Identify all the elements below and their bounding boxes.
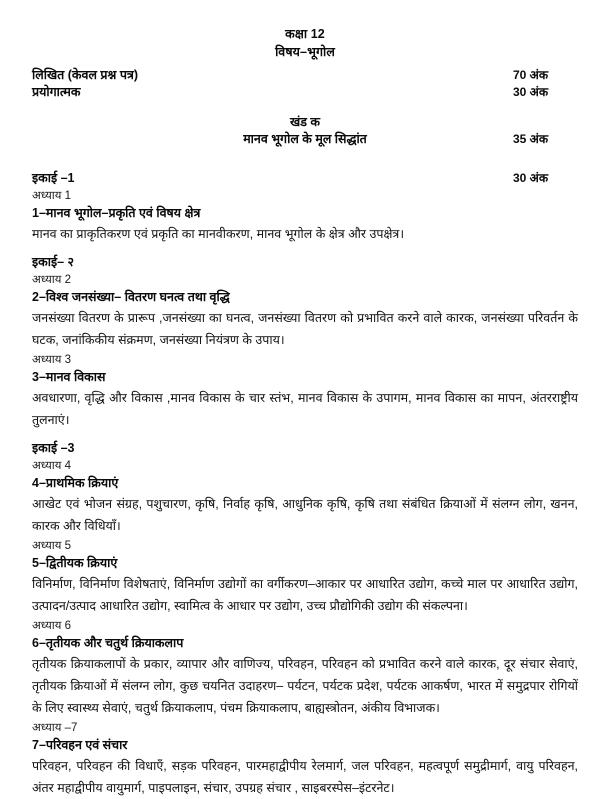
chapter-heading: 3–मानव विकास [32, 370, 106, 384]
chapter-heading: 7–परिवहन एवं संचार [32, 738, 128, 752]
chapter-heading: 1–मानव भूगोल–प्रकृति एवं विषय क्षेत्र [32, 206, 201, 220]
chapter-description: अवधारणा, वृद्धि और विकास ,मानव विकास के चार स्तंभ, मानव विकास के उपागम, मानव विकास का मापन, अंतरराष्ट्रीय तुलनाएं। [32, 391, 578, 427]
unit-heading [32, 170, 578, 187]
section-title: मानव भूगोल के मूल सिद्धांत [243, 132, 367, 146]
unit-heading-label: इकाई –3 [32, 441, 75, 455]
chapter-description: मानव का प्राकृतिकरण एवं प्रकृति का मानवीकरण, मानव भूगोल के क्षेत्र और उपक्षेत्र। [32, 227, 405, 241]
chapter-label: अध्याय 5 [32, 540, 72, 552]
chapter-label: अध्याय 2 [32, 274, 72, 286]
section-label: खंड क [290, 115, 320, 129]
chapter-description: परिवहन, परिवहन की विधाऍं, सड़क परिवहन, पारमहाद्वीपीय रेलमार्ग, जल परिवहन, महत्वपूर्ण समुद्रीमार्ग, वायु परिवहन, अंतर महाद्वीपीय वायुमार्ग, पाइपलाइन, संचार, उपग्रह संचार , साइबरस्पेस–इंटरनेट। [32, 759, 578, 795]
chapter-description: जनसंख्या वितरण के प्रारूप ,जनसंख्या का घनत्व, जनसंख्या वितरण को प्रभावित करने वाले कारक, जनसंख्या परिवर्तन के घटक, जनांकिकीय संक्रमण, जनसंख्या नियंत्रण के उपाय। [32, 311, 578, 347]
unit-block [32, 170, 578, 245]
section-title-row [32, 131, 578, 148]
chapter-label: अध्याय 6 [32, 620, 72, 632]
chapter-label: अध्याय 4 [32, 460, 72, 472]
document-body [32, 26, 578, 799]
unit-block [32, 440, 578, 537]
section-label-row [32, 114, 578, 131]
unit-block [32, 720, 578, 799]
chapter-heading: 6–तृतीयक और चतुर्थ क्रियाकलाप [32, 636, 184, 650]
unit-heading [32, 440, 578, 457]
page-title-class: कक्षा 12 [285, 27, 325, 41]
chapter-heading: 5–द्वितीयक क्रियाएं [32, 556, 118, 570]
unit-heading [32, 254, 578, 271]
units-container [32, 170, 578, 799]
written-exam-row [32, 67, 578, 84]
written-exam-label: लिखित (केवल प्रश्न पत्र) [32, 68, 139, 82]
unit-block [32, 254, 578, 351]
page-title-subject: विषय–भूगोल [275, 45, 335, 59]
unit-heading-label: इकाई –1 [32, 171, 75, 185]
unit-block [32, 618, 578, 719]
chapter-heading: 2–विश्व जनसंख्या– वितरण घनत्व तथा वृद्धि [32, 290, 230, 304]
practical-exam-row [32, 84, 578, 101]
unit-heading-label: इकाई– २ [32, 255, 75, 269]
spacer [32, 148, 578, 161]
chapter-heading: 4–प्राथमिक क्रियाएं [32, 476, 119, 490]
unit-block [32, 352, 578, 431]
chapter-description: विनिर्माण, विनिर्माण विशेषताएं, विनिर्माण उद्योगों का वर्गीकरण–आकार पर आधारित उद्योग, कच्चे माल पर आधारित उद्योग, उत्पादन/उत्पाद आधारित उद्योग, स्वामित्व के आधार पर उद्योग, उच्च प्रौद्योगिकी उद्योग की संकल्पना। [32, 577, 578, 613]
chapter-label: अध्याय 3 [32, 354, 72, 366]
unit-marks: 30 अंक [513, 171, 549, 185]
spacer [32, 101, 578, 114]
chapter-label: अध्याय –7 [32, 722, 78, 734]
practical-exam-label: प्रयोगात्मक [32, 85, 81, 99]
chapter-label: अध्याय 1 [32, 190, 72, 202]
written-exam-marks: 70 अंक [513, 68, 549, 82]
section-marks: 35 अंक [513, 132, 549, 146]
chapter-description: तृतीयक क्रियाकलापों के प्रकार, व्यापार और वाणिज्य, परिवहन, परिवहन को प्रभावित करने वाले कारक, दूर संचार सेवाएं, तृतीयक क्रियाओं में संलग्न लोग, कुछ चयनित उदाहरण– पर्यटन, पर्यटक प्रदेश, पर्यटक आकर्षण, भारत में समुद्रपार रोगियों के लिए स्वास्थ्य सेवाएं, चतुर्थ क्रियाकलाप, पंचम क्रियाकलाप, बाह्यस्त्रोतन, अंकीय विभाजक। [32, 657, 578, 715]
practical-exam-marks: 30 अंक [513, 85, 549, 99]
chapter-description: आखेट एवं भोजन संग्रह, पशुचारण, कृषि, निर्वाह कृषि, आधुनिक कृषि, कृषि तथा संबंधित क्रियाओं में संलग्न लोग, खनन, कारक और विधियाँ। [32, 497, 578, 533]
unit-block [32, 538, 578, 617]
